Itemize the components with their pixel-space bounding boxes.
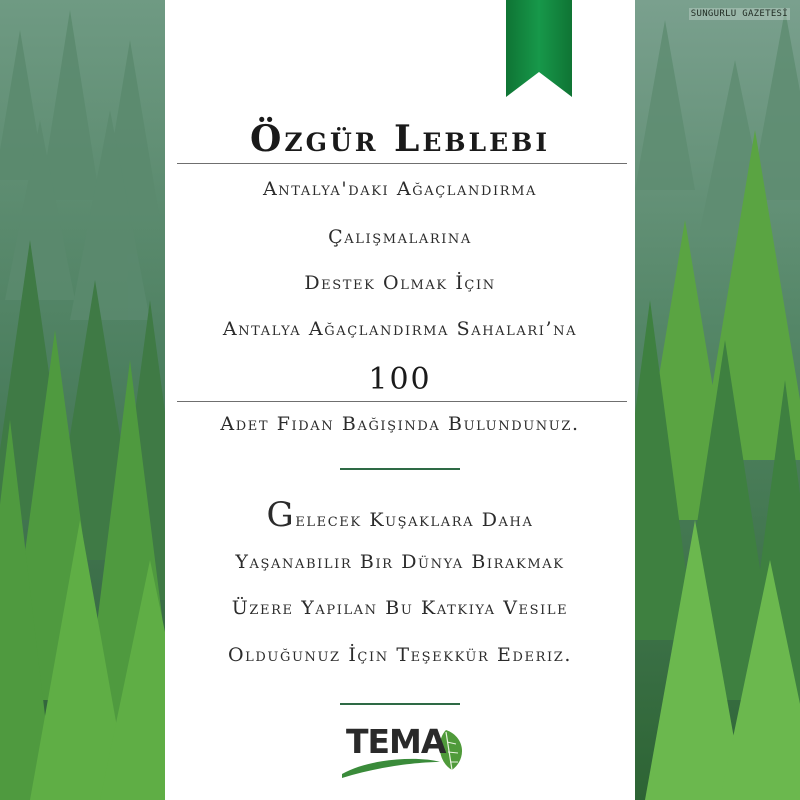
message-line-2: Çalışmalarına — [328, 226, 472, 248]
thanks-line-1-text: elecek Kuşaklara Daha — [295, 509, 534, 531]
recipient-name: Özgür Leblebi — [249, 118, 551, 160]
thanks-initial: G — [266, 495, 296, 535]
name-underline — [177, 163, 627, 164]
forest-background-right — [635, 0, 800, 800]
count-underline — [177, 401, 627, 402]
sapling-count: 100 — [368, 362, 432, 397]
thanks-line-4: Olduğunuz İçin Teşekkür Ederiz. — [227, 644, 572, 666]
donation-line: Adet Fidan Bağışında Bulundunuz. — [220, 413, 580, 435]
forest-background-left — [0, 0, 165, 800]
thanks-line-1 — [165, 495, 635, 535]
watermark: SUNGURLU GAZETESİ — [690, 9, 788, 19]
message-line-1: Antalya'daki Ağaçlandırma — [262, 178, 537, 200]
thanks-line-3: Üzere Yapılan Bu Katkıya Vesile — [231, 597, 569, 619]
message-line-4: Antalya Ağaçlandırma Sahaları’na — [222, 318, 578, 340]
divider-bottom — [340, 703, 460, 705]
tema-logo — [340, 722, 465, 778]
logo-text: TEMA — [346, 722, 446, 761]
divider-top — [340, 468, 460, 470]
certificate-card — [165, 0, 635, 800]
thanks-line-2: Yaşanabilir Bir Dünya Bırakmak — [235, 551, 565, 573]
message-line-3: Destek Olmak İçin — [304, 272, 496, 294]
